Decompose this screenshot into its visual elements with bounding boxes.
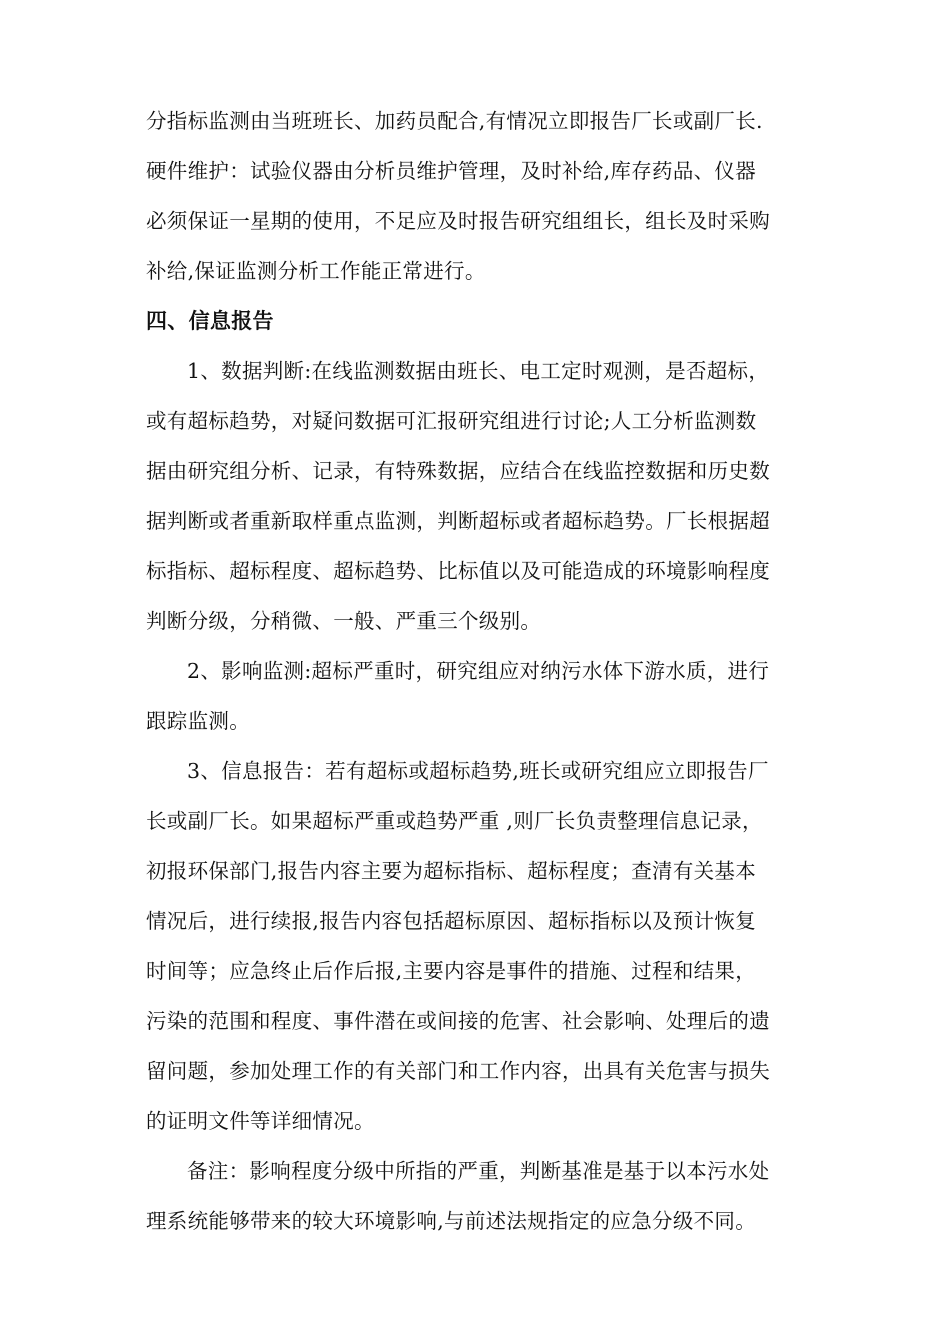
text-line: 据判断或者重新取样重点监测，判断超标或者超标趋势。厂长根据超: [146, 509, 770, 533]
text-line: 分指标监测由当班班长、加药员配合,有情况立即报告厂长或副厂长.: [146, 109, 763, 133]
text-line: 污染的范围和程度、事件潜在或间接的危害、社会影响、处理后的遗: [146, 1009, 770, 1033]
text-line: 3、信息报告：若有超标或超标趋势,班长或研究组应立即报告厂: [187, 759, 769, 783]
text-line: 情况后，进行续报,报告内容包括超标原因、超标指标以及预计恢复: [146, 909, 757, 933]
section-heading: 四、信息报告: [146, 309, 274, 333]
text-line: 时间等；应急终止后作后报,主要内容是事件的措施、过程和结果，: [146, 959, 757, 983]
text-line: 据由研究组分析、记录，有特殊数据，应结合在线监控数据和历史数: [146, 459, 770, 483]
text-line: 判断分级，分稍微、一般、严重三个级别。: [146, 609, 542, 633]
text-line: 标指标、超标程度、超标趋势、比标值以及可能造成的环境影响程度: [146, 559, 770, 583]
text-line: 或有超标趋势，对疑问数据可汇报研究组进行讨论;人工分析监测数: [146, 409, 757, 433]
text-line: 2、影响监测:超标严重时，研究组应对纳污水体下游水质，进行: [187, 659, 770, 683]
text-line: 硬件维护：试验仪器由分析员维护管理，及时补给,库存药品、仪器: [146, 159, 757, 183]
text-line: 1、数据判断:在线监测数据由班长、电工定时观测，是否超标，: [187, 359, 770, 383]
text-line: 补给,保证监测分析工作能正常进行。: [146, 259, 486, 283]
document-body: [146, 96, 818, 1246]
text-line: 备注：影响程度分级中所指的严重，判断基准是基于以本污水处: [187, 1159, 770, 1183]
text-line: 理系统能够带来的较大环境影响,与前述法规指定的应急分级不同。: [146, 1209, 757, 1233]
text-line: 长或副厂长。如果超标严重或趋势严重 ,则厂长负责整理信息记录，: [146, 809, 763, 833]
text-line: 的证明文件等详细情况。: [146, 1109, 375, 1133]
text-line: 必须保证一星期的使用，不足应及时报告研究组组长，组长及时采购: [146, 209, 770, 233]
text-line: 跟踪监测。: [146, 709, 250, 733]
text-line: 留问题，参加处理工作的有关部门和工作内容，出具有关危害与损失: [146, 1059, 770, 1083]
text-line: 初报环保部门,报告内容主要为超标指标、超标程度；查清有关基本: [146, 859, 757, 883]
